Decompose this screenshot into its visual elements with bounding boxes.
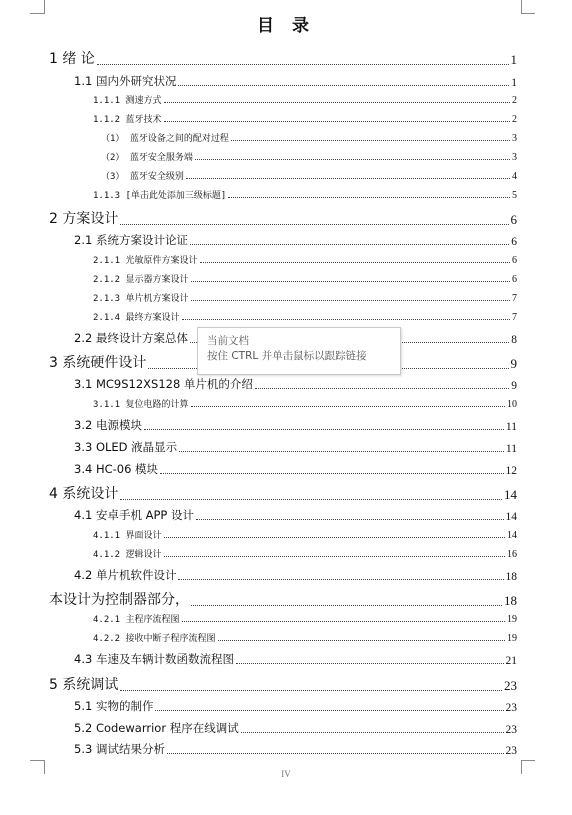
toc-entry-title: 5.3 调试结果分析 xyxy=(74,742,165,756)
tooltip-line-2: 按住 CTRL 并单击鼠标以跟踪链接 xyxy=(207,350,367,362)
toc-entry-page: 9 xyxy=(511,380,517,392)
toc-entry-page: 14 xyxy=(505,511,517,523)
toc-entry-level-1[interactable] xyxy=(49,208,517,228)
toc-entry-level-3[interactable] xyxy=(101,131,517,144)
toc-entry-level-1[interactable] xyxy=(49,48,517,68)
toc-entry-title: 1 绪 论 xyxy=(49,51,95,67)
toc-entry-page: 3 xyxy=(512,152,517,163)
toc-entry-level-3[interactable] xyxy=(93,547,517,560)
toc-entry-page: 14 xyxy=(504,487,517,502)
toc-dot-leader xyxy=(255,387,509,389)
toc-entry-page: 19 xyxy=(507,633,517,644)
toc-dot-leader xyxy=(160,472,503,474)
toc-dot-leader xyxy=(120,223,508,225)
toc-dot-leader xyxy=(228,196,510,198)
toc-dot-leader xyxy=(178,578,503,580)
toc-entry-page: 11 xyxy=(505,443,517,455)
toc-dot-leader xyxy=(191,405,505,407)
toc-entry-level-2[interactable] xyxy=(74,651,517,667)
toc-entry-title: 2.2 最终设计方案总体 xyxy=(74,331,188,345)
toc-entry-page: 1 xyxy=(511,77,517,89)
toc-entry-level-2[interactable] xyxy=(74,567,517,583)
toc-entry-page: 1 xyxy=(510,52,517,67)
toc-entry-page: 9 xyxy=(510,356,517,371)
toc-entry-level-2[interactable] xyxy=(74,417,517,433)
toc-entry-level-3[interactable] xyxy=(93,253,517,266)
toc-entry-level-3[interactable] xyxy=(93,112,517,125)
toc-entry-level-1[interactable] xyxy=(49,674,517,694)
toc-entry-page: 21 xyxy=(505,655,517,667)
toc-dot-leader xyxy=(97,63,509,65)
page-number: IV xyxy=(281,769,291,779)
toc-entry-level-2[interactable] xyxy=(74,439,517,455)
toc-dot-leader xyxy=(231,139,510,141)
toc-entry-level-2[interactable] xyxy=(74,698,517,714)
toc-entry-title: 1.1.2 蓝牙技术 xyxy=(93,115,162,125)
link-tooltip xyxy=(197,327,401,375)
toc-entry-title: 4.3 车速及车辆计数函数流程图 xyxy=(74,652,234,666)
toc-entry-title: 2.1.3 单片机方案设计 xyxy=(93,294,189,304)
toc-entry-level-1[interactable] xyxy=(49,589,517,609)
toc-entry-title: 5.1 实物的制作 xyxy=(74,699,154,713)
toc-entry-page: 3 xyxy=(512,133,517,144)
toc-dot-leader xyxy=(120,498,502,500)
toc-dot-leader xyxy=(179,450,504,452)
toc-entry-title: 3.1.1 复位电路的计算 xyxy=(93,400,189,410)
toc-dot-leader xyxy=(182,620,505,622)
toc-entry-title: 1.1.1 测速方式 xyxy=(93,96,162,106)
toc-entry-level-3[interactable] xyxy=(93,528,517,541)
toc-entry-page: 2 xyxy=(512,95,517,106)
toc-entry-page: 23 xyxy=(505,745,517,757)
toc-entry-level-3[interactable] xyxy=(93,612,517,625)
toc-dot-leader xyxy=(178,84,509,86)
toc-entry-level-3[interactable] xyxy=(93,397,517,410)
toc-entry-level-2[interactable] xyxy=(74,741,517,757)
toc-entry-title: 1.1 国内外研究状况 xyxy=(74,74,177,88)
toc-entry-level-3[interactable] xyxy=(93,272,517,285)
toc-entry-page: 23 xyxy=(505,702,517,714)
toc-entry-level-3[interactable] xyxy=(101,150,517,163)
toc-entry-page: 23 xyxy=(505,724,517,736)
toc-entry-level-3[interactable] xyxy=(93,291,517,304)
toc-entry-page: 18 xyxy=(505,571,517,583)
toc-entry-page: 2 xyxy=(512,114,517,125)
toc-entry-level-1[interactable] xyxy=(49,483,517,503)
toc-entry-title: 4.1 安卓手机 APP 设计 xyxy=(74,508,194,522)
toc-dot-leader xyxy=(196,518,504,520)
toc-entry-level-3[interactable] xyxy=(93,310,517,323)
toc-dot-leader xyxy=(186,177,510,179)
toc-dot-leader xyxy=(218,639,505,641)
toc-entry-page: 8 xyxy=(511,334,517,346)
toc-entry-page: 19 xyxy=(507,614,517,625)
toc-entry-page: 5 xyxy=(512,190,517,201)
toc-entry-title: 本设计为控制器部分， xyxy=(49,592,189,608)
toc-entry-level-3[interactable] xyxy=(93,631,517,644)
toc-entry-title: 3.4 HC-06 模块 xyxy=(74,462,159,476)
toc-dot-leader xyxy=(190,243,509,245)
toc-entry-level-2[interactable] xyxy=(74,376,517,392)
toc-entry-page: 23 xyxy=(504,678,517,693)
toc-entry-title: 2.1.2 显示器方案设计 xyxy=(93,275,189,285)
toc-entry-page: 6 xyxy=(510,212,517,227)
toc-entry-page: 7 xyxy=(512,293,517,304)
toc-entry-page: 7 xyxy=(512,312,517,323)
toc-entry-page: 6 xyxy=(512,274,517,285)
toc-entry-title: 4.1.2 逻辑设计 xyxy=(93,550,162,560)
toc-entry-title: 3 系统硬件设计 xyxy=(49,355,147,371)
toc-dot-leader xyxy=(191,604,502,606)
toc-entry-title: 3.2 电源模块 xyxy=(74,418,142,432)
toc-entry-title: 4 系统设计 xyxy=(49,486,119,502)
toc-entry-page: 11 xyxy=(505,421,517,433)
toc-entry-level-2[interactable] xyxy=(74,73,517,89)
toc-dot-leader xyxy=(164,536,505,538)
toc-dot-leader xyxy=(195,158,510,160)
toc-entry-level-3[interactable] xyxy=(93,93,517,106)
toc-entry-title: 2 方案设计 xyxy=(49,211,119,227)
toc-dot-leader xyxy=(155,709,503,711)
toc-entry-level-2[interactable] xyxy=(74,720,517,736)
toc-entry-title: 2.1.1 光敏原件方案设计 xyxy=(93,256,198,266)
toc-entry-page: 4 xyxy=(512,171,517,182)
toc-entry-title: （2） 蓝牙安全服务端 xyxy=(101,153,193,163)
toc-dot-leader xyxy=(182,318,510,320)
toc-dot-leader xyxy=(241,731,504,733)
toc-entry-title: 4.1.1 界面设计 xyxy=(93,531,162,541)
toc-dot-leader xyxy=(120,689,502,691)
toc-entry-level-3[interactable] xyxy=(93,188,517,201)
toc-entry-page: 14 xyxy=(507,530,517,541)
toc-dot-leader xyxy=(144,428,504,430)
toc-entry-title: 3.3 OLED 液晶显示 xyxy=(74,440,178,454)
toc-entry-level-2[interactable] xyxy=(74,507,517,523)
toc-dot-leader xyxy=(191,299,510,301)
toc-dot-leader xyxy=(200,261,510,263)
toc-entry-level-2[interactable] xyxy=(74,232,517,248)
toc-entry-title: 5.2 Codewarrior 程序在线调试 xyxy=(74,721,239,735)
toc-dot-leader xyxy=(167,752,504,754)
toc-entry-title: （1） 蓝牙设备之间的配对过程 xyxy=(101,134,229,144)
toc-entry-level-2[interactable] xyxy=(74,461,517,477)
toc-entry-page: 18 xyxy=(504,593,517,608)
toc-dot-leader xyxy=(164,101,510,103)
toc-entry-level-3[interactable] xyxy=(101,169,517,182)
toc-dot-leader xyxy=(164,555,505,557)
toc-entry-page: 12 xyxy=(505,465,517,477)
toc-entry-title: 1.1.3 [单击此处添加三级标题] xyxy=(93,191,227,201)
toc-entry-page: 6 xyxy=(512,255,517,266)
toc-entry-page: 16 xyxy=(507,549,517,560)
tooltip-line-1: 当前文档 xyxy=(207,335,249,347)
toc-dot-leader xyxy=(191,280,510,282)
toc-entry-page: 10 xyxy=(507,399,517,410)
toc-entry-title: 4.2 单片机软件设计 xyxy=(74,568,177,582)
toc-entry-title: 4.2.1 主程序流程图 xyxy=(93,615,180,625)
toc-entry-title: 2.1.4 最终方案设计 xyxy=(93,313,180,323)
toc-entry-title: 4.2.2 接收中断子程序流程图 xyxy=(93,634,216,644)
toc-dot-leader xyxy=(164,120,510,122)
toc-entry-title: 3.1 MC9S12XS128 单片机的介绍 xyxy=(74,377,253,391)
page-title: 目 录 xyxy=(257,16,315,36)
toc-entry-title: 2.1 系统方案设计论证 xyxy=(74,233,188,247)
toc-entry-page: 6 xyxy=(511,236,517,248)
toc-entry-title: （3） 蓝牙安全级别 xyxy=(101,172,184,182)
toc-dot-leader xyxy=(236,662,504,664)
toc-entry-title: 5 系统调试 xyxy=(49,677,119,693)
